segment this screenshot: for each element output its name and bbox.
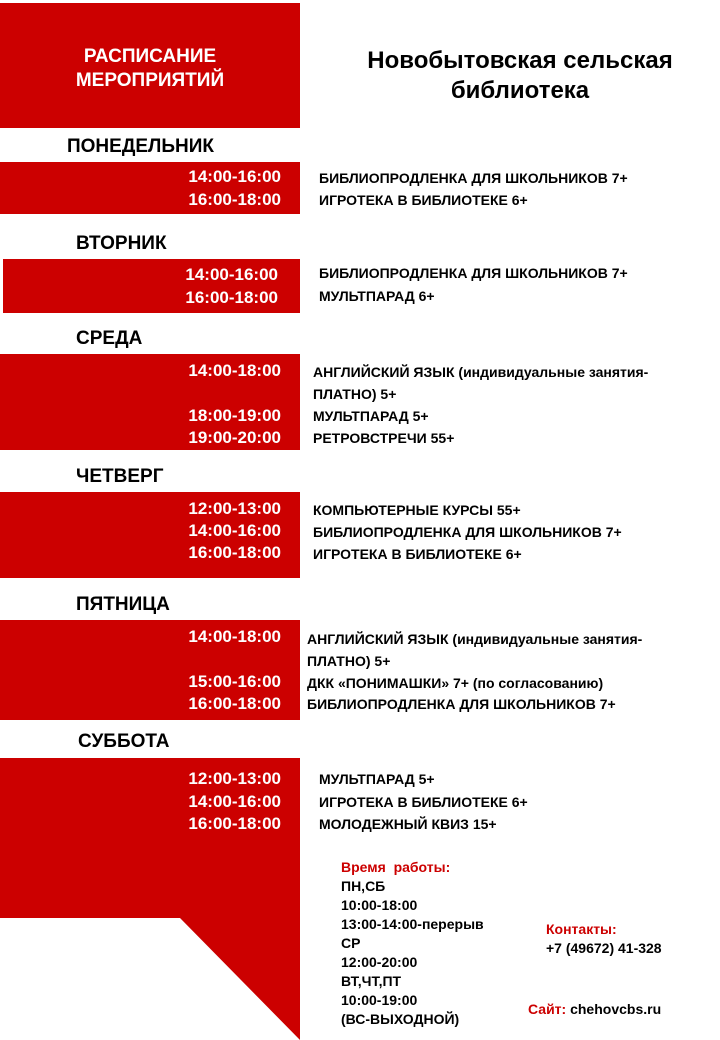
library-title xyxy=(340,46,700,106)
website xyxy=(528,1000,661,1019)
day-monday: ПОНЕДЕЛЬНИК xyxy=(67,136,214,157)
day-tuesday: ВТОРНИК xyxy=(76,233,167,254)
tuesday-time-2: 16:00-18:00 xyxy=(185,288,278,307)
wednesday-time-2: 18:00-19:00 xyxy=(188,406,281,425)
thursday-activity-2: БИБЛИОПРОДЛЕНКА ДЛЯ ШКОЛЬНИКОВ 7+ xyxy=(313,524,622,540)
tuesday-activity-1: БИБЛИОПРОДЛЕНКА ДЛЯ ШКОЛЬНИКОВ 7+ xyxy=(319,265,628,281)
friday-time-3: 16:00-18:00 xyxy=(188,694,281,713)
day-saturday: СУББОТА xyxy=(78,731,170,752)
hours-line: СР xyxy=(341,935,361,951)
hours-line: 10:00-19:00 xyxy=(341,992,418,1008)
library-title-line1: Новобытовская сельская xyxy=(367,47,673,74)
schedule-heading xyxy=(0,45,300,93)
friday-time-1: 14:00-18:00 xyxy=(188,627,281,646)
thursday-activity-1: КОМПЬЮТЕРНЫЕ КУРСЫ 55+ xyxy=(313,502,521,518)
tuesday-activity-2: МУЛЬТПАРАД 6+ xyxy=(319,288,435,304)
wednesday-time-3: 19:00-20:00 xyxy=(188,428,281,447)
working-hours xyxy=(341,858,484,1029)
day-thursday: ЧЕТВЕРГ xyxy=(76,466,164,487)
wednesday-activity-2: МУЛЬТПАРАД 5+ xyxy=(313,408,429,424)
contacts xyxy=(546,920,662,958)
day-wednesday: СРЕДА xyxy=(76,328,143,349)
contacts-label: Контакты: xyxy=(546,921,617,937)
hours-line: ВТ,ЧТ,ПТ xyxy=(341,973,402,989)
monday-time-2: 16:00-18:00 xyxy=(188,190,281,209)
thursday-time-3: 16:00-18:00 xyxy=(188,543,281,562)
hours-line: ПН,СБ xyxy=(341,878,386,894)
hours-line: 10:00-18:00 xyxy=(341,897,418,913)
library-title-line2: библиотека xyxy=(450,77,590,104)
monday-time-1: 14:00-16:00 xyxy=(188,167,281,186)
monday-activity-1: БИБЛИОПРОДЛЕНКА ДЛЯ ШКОЛЬНИКОВ 7+ xyxy=(319,170,628,186)
schedule-heading-line1: РАСПИСАНИЕ xyxy=(83,46,217,67)
working-hours-label: Время работы: xyxy=(341,859,451,875)
saturday-activity-3: МОЛОДЕЖНЫЙ КВИЗ 15+ xyxy=(319,816,497,832)
thursday-time-1: 12:00-13:00 xyxy=(188,499,281,518)
contacts-phone: +7 (49672) 41-328 xyxy=(546,940,662,956)
friday-activity-2: ДКК «ПОНИМАШКИ» 7+ (по согласованию) xyxy=(307,675,604,691)
hours-line: (ВС-ВЫХОДНОЙ) xyxy=(341,1011,460,1027)
saturday-time-3: 16:00-18:00 xyxy=(188,814,281,833)
saturday-time-1: 12:00-13:00 xyxy=(188,769,281,788)
thursday-time-2: 14:00-16:00 xyxy=(188,521,281,540)
friday-activity-3: БИБЛИОПРОДЛЕНКА ДЛЯ ШКОЛЬНИКОВ 7+ xyxy=(307,696,616,712)
hours-line: 12:00-20:00 xyxy=(341,954,418,970)
header-banner xyxy=(0,3,300,128)
website-link[interactable]: chehovcbs.ru xyxy=(570,1001,662,1017)
schedule-heading-line2: МЕРОПРИЯТИЙ xyxy=(75,70,225,91)
hours-line: 13:00-14:00-перерыв xyxy=(341,916,484,932)
thursday-activity-3: ИГРОТЕКА В БИБЛИОТЕКЕ 6+ xyxy=(313,546,522,562)
monday-activity-2: ИГРОТЕКА В БИБЛИОТЕКЕ 6+ xyxy=(319,192,528,208)
wednesday-time-1: 14:00-18:00 xyxy=(188,361,281,380)
day-friday: ПЯТНИЦА xyxy=(76,594,170,615)
saturday-activity-1: МУЛЬТПАРАД 5+ xyxy=(319,771,435,787)
wednesday-activity-1: АНГЛИЙСКИЙ ЯЗЫК (индивидуальные занятия- xyxy=(313,364,649,380)
tuesday-time-1: 14:00-16:00 xyxy=(185,265,278,284)
wednesday-activity-3: РЕТРОВСТРЕЧИ 55+ xyxy=(313,430,455,446)
friday-activity-1-cont: ПЛАТНО) 5+ xyxy=(307,653,391,669)
website-label: Сайт: xyxy=(528,1001,567,1017)
saturday-activity-2: ИГРОТЕКА В БИБЛИОТЕКЕ 6+ xyxy=(319,794,528,810)
saturday-time-2: 14:00-16:00 xyxy=(188,792,281,811)
friday-time-2: 15:00-16:00 xyxy=(188,672,281,691)
friday-activity-1: АНГЛИЙСКИЙ ЯЗЫК (индивидуальные занятия- xyxy=(307,631,643,647)
wednesday-activity-1-cont: ПЛАТНО) 5+ xyxy=(313,386,397,402)
